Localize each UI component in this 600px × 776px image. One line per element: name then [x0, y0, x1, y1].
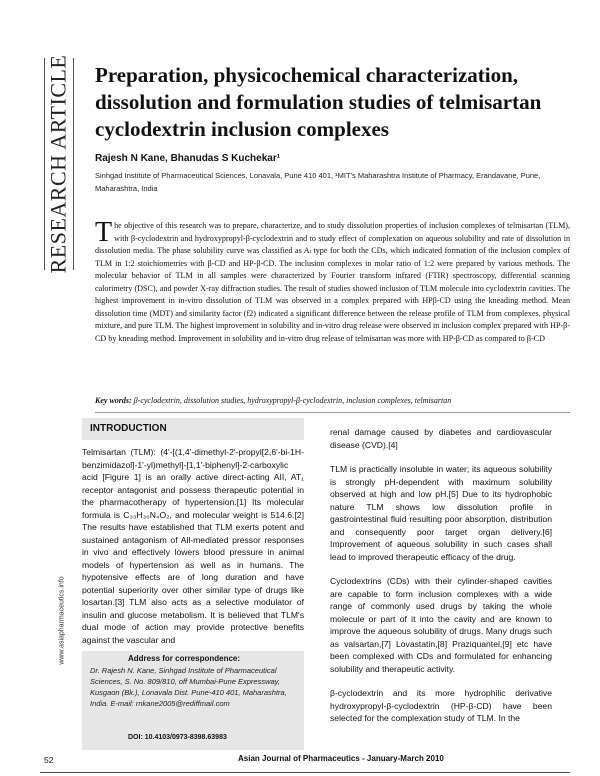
left-column: [82, 446, 304, 658]
article-type-text: RESEARCH ARTICLE: [45, 54, 71, 274]
keywords-text: β-cyclodextrin, dissolution studies, hydroxypropyl-β-cyclodextrin, inclusion complexes, telmisartan: [133, 396, 452, 405]
correspondence-address: Dr. Rajesh N. Kane, Sinhgad Institute of Pharmaceutical Sciences, S. No. 809/810, off Mumbai-Pune Expressway, Kusgaon (Bk.), Lonavala Dist. Pune-410 401, Maharashtra, India. E-mail: rnkane2005@rediffmail.com: [90, 666, 287, 708]
abstract-dropcap: T: [95, 217, 113, 248]
section-divider: [95, 412, 570, 413]
footer-divider: [40, 772, 570, 773]
keywords-label: Key words:: [95, 396, 132, 405]
correspondence-heading: Address for correspondence:: [128, 654, 241, 663]
page-number: 52: [44, 755, 54, 765]
article-title: Preparation, physicochemical characterization, dissolution and formulation studies of telmisartan cyclodextrin inclusion complexes: [95, 63, 542, 141]
journal-url-text: www.asiapharmaceutics.info: [58, 575, 66, 665]
paragraph: Telmisartan (TLM): (4'-[(1,4'-dimethyl-2'-propyl[2,6'-bi-1H-benzimidazol]-1'-yl)methyl]-[1,1'-biphenyl]-2-carboxylic acid [Figure 1] is an orally active direct-acting AII, AT₁ receptor antagonist and possess therapeutic potential in the pharmacotherapy of hypertension.[1] Its molecular formula is C₃₃H₃₀N₄O₂, and molecular weight is 514.6.[2] The results have established that TLM exerts potent and sustained antagonism of All-mediated pressor responses in vivo and effectively lowers blood pressure in animal models of hypertension as well as in humans. The hypotensive effects are of long duration and have potential superiority over other similar type of drugs like losartan.[3] TLM also acts as a selective modulator of insulin and glucose metabolism. It is believed that TLM's dual mode of action may provide protective benefits against the vascular and: [82, 447, 304, 645]
doi: DOI: 10.4103/0973-8398.63983: [128, 734, 227, 741]
paragraph: Cyclodextrins (CDs) with their cylinder-shaped cavities are capable to form inclusion complexes with a wide range of commonly used drugs by taking the whole molecule or part of it into the cavity and are known to improve the aqueous solubility of drugs. Many drugs such as valsartan,[7] Lovastatin,[8] Praziquantel,[9] etc have been complexed with CDs and formulated for enhancing solubility and therapeutic activity.: [330, 576, 552, 674]
abstract-text: he objective of this research was to prepare, characterize, and to study dissolution properties of inclusion complexes of telmisartan (TLM), with β-cyclodextrin and hydroxypropyl-β-cyclodextrin and to study effect of complexation on aqueous solubility and rate of dissolution in dissolution media. The phase solubility curve was classified as Aₗ type for both the CDs, which indicated formation of the inclusion complex of TLM in 1:2 stoichiometries with β-CD and HP-β-CD. The inclusion complexes in molar ratio of 1:2 were prepared by various methods. The molecular behavior of TLM in all samples were characterized by Fourier transform infrared (FTIR) spectroscopy, differential scanning calorimetry (DSC), and powder X-ray diffraction studies. The result of studies showed inclusion of TLM molecule into cyclodextrin cavities. The highest improvement in in-vitro dissolution of TLM was observed in a complex prepared with HPβ-CD using the kneading method. Mean dissolution time (MDT) and similarity factor (f2) indicated a significant difference between the release profile of TLM from complexes, physical mixture, and pure TLM. The highest improvement in solubility and in-vitro drug release were observed in inclusion complex prepared with HP-β-CD by kneading method. Improvement in solubility and in-vitro drug release of telmisartan was more with HP-β-CD as compared to β-CD: [95, 221, 570, 343]
abstract: [95, 217, 570, 345]
keywords: [95, 396, 570, 405]
affiliation: Sinhgad Institute of Pharmaceutical Sciences, Lonavala, Pune 410 401, ¹MIT's Maharashtra Institute of Pharmacy, Erandavane, Pune, Maharashtra, India: [95, 171, 541, 193]
intro-heading: INTRODUCTION: [90, 423, 167, 434]
paragraph: renal damage caused by diabetes and cardiovascular disease (CVD).[4]: [330, 427, 552, 450]
footer-journal: Asian Journal of Pharmaceutics - January-March 2010: [238, 754, 444, 763]
authors: Rajesh N Kane, Bhanudas S Kuchekar¹: [95, 153, 281, 164]
right-column: [330, 426, 552, 737]
journal-url: [56, 535, 68, 705]
article-type-label: [44, 54, 72, 274]
paragraph: β-cyclodextrin and its more hydrophilic derivative hydroxypropyl-β-cyclodextrin (HP-β-CD) have been selected for the complexation study of TLM. In the: [330, 688, 552, 723]
paragraph: TLM is practically insoluble in water; its aqueous solubility is strongly pH-dependent with maximum solubility observed at high and low pH.[5] Due to its hydrophobic nature TLM shows low dissolution profile in gastrointestinal fluid resulting poor absorption, distribution and consequently poor target organ delivery.[6] Improvement of aqueous solubility in such cases shall lead to improved therapeutic efficacy of the drug.: [330, 464, 552, 562]
